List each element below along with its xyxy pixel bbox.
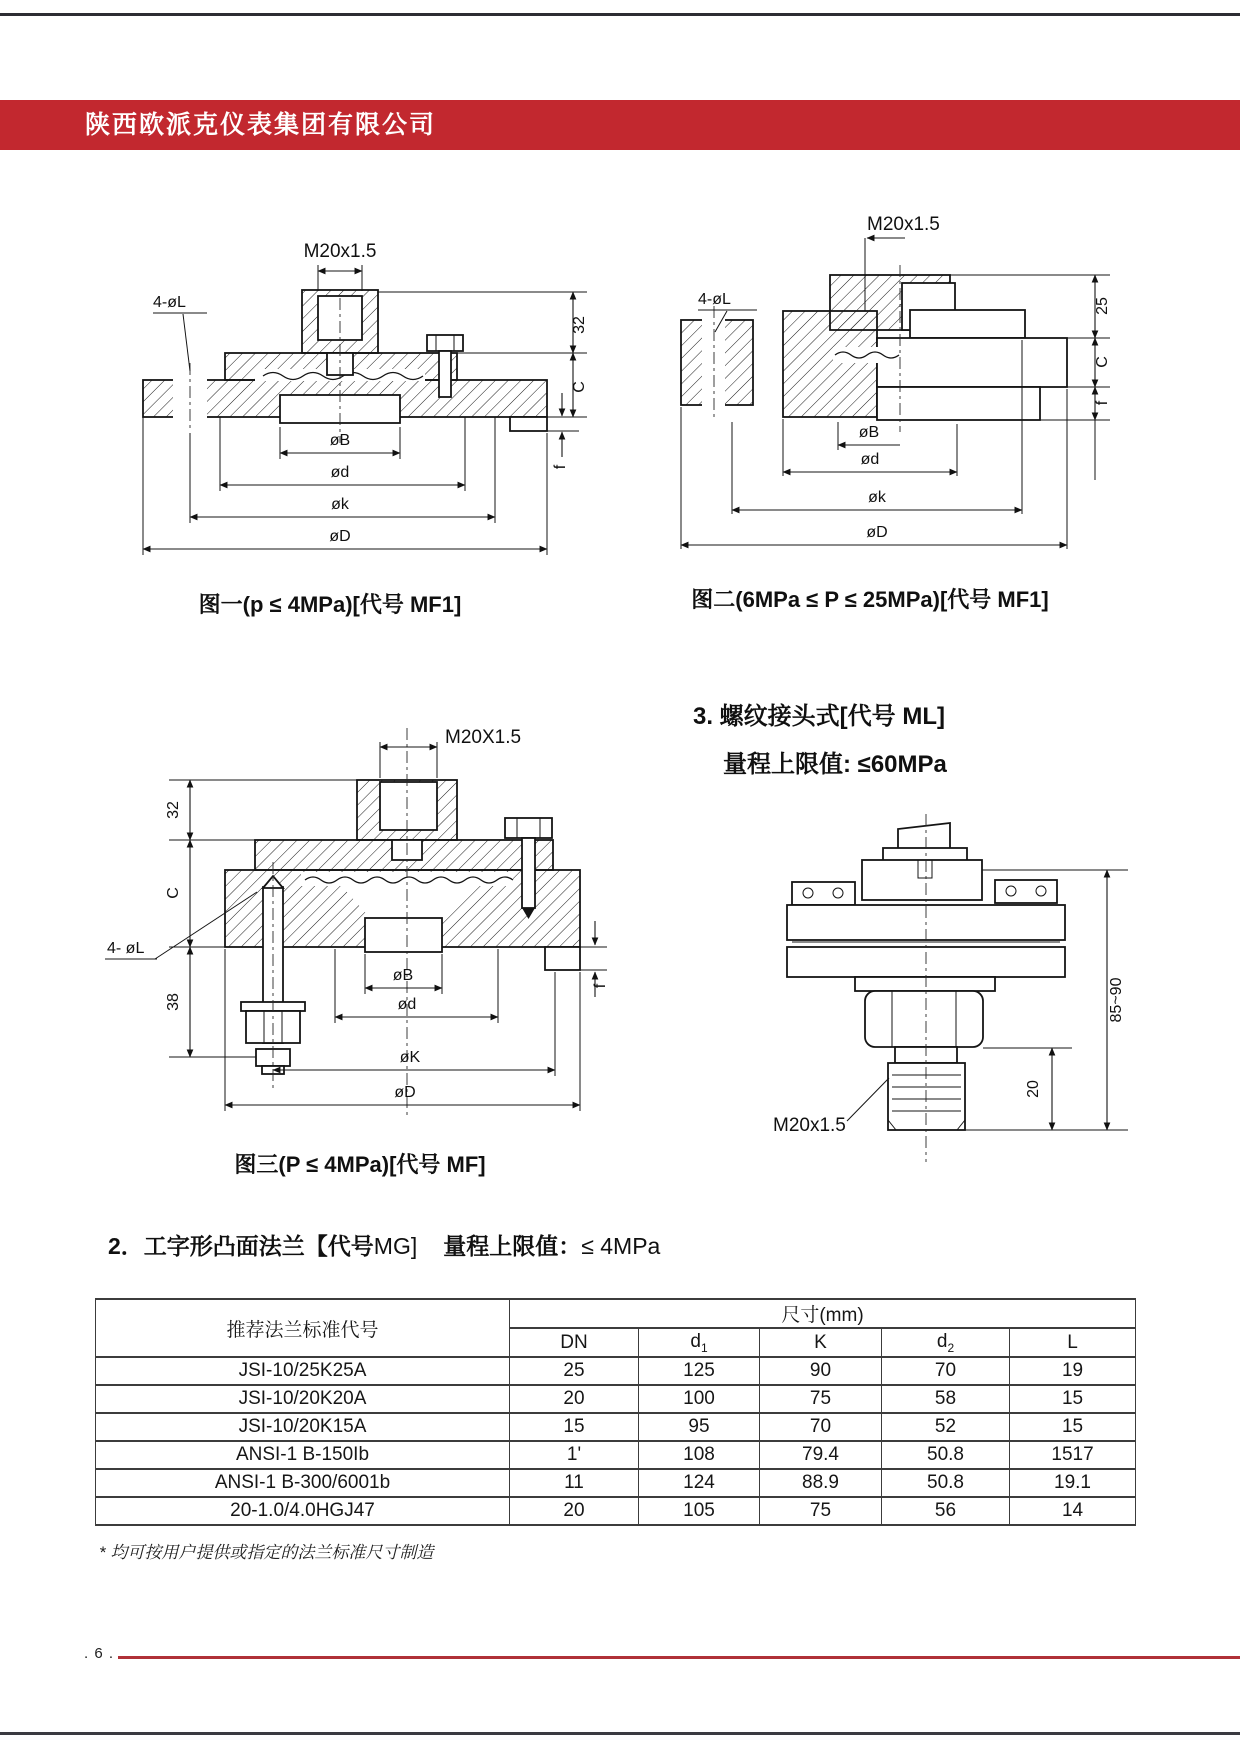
cell-d1: 124 xyxy=(639,1469,760,1497)
fig4-drawing xyxy=(680,790,1140,1170)
column-header-l: L xyxy=(1010,1328,1136,1357)
cell-k: 70 xyxy=(760,1413,882,1441)
fig2-dim-label-d: ød xyxy=(860,451,880,468)
fig3-holes-label: 4- øL xyxy=(107,940,145,957)
section-threaded-title: 3. 螺纹接头式[代号 ML] xyxy=(693,703,945,730)
fig3-caption: 图三(P ≤ 4MPa)[代号 MF] xyxy=(234,1152,486,1177)
fig1-dim-label-32: 32 xyxy=(571,316,588,334)
section-flange-code: MG] xyxy=(373,1233,418,1259)
cell-k: 79.4 xyxy=(760,1441,882,1469)
column-header-flange-code: 推荐法兰标准代号 xyxy=(96,1299,510,1357)
section-flange-range-label: 量程上限值： xyxy=(443,1233,582,1259)
cell-k: 88.9 xyxy=(760,1469,882,1497)
fig3-dim-label-D: øD xyxy=(394,1084,416,1101)
cell-k: 75 xyxy=(760,1385,882,1413)
cell-flange-code: JSI-10/20K20A xyxy=(96,1385,510,1413)
cell-dn: 20 xyxy=(510,1497,639,1525)
fig2-dim-label-D: øD xyxy=(866,524,888,541)
footer-red-rule xyxy=(118,1656,1240,1659)
fig1-dim-label-k: øk xyxy=(331,496,349,513)
fig1-holes-label: 4-øL xyxy=(153,294,186,311)
column-header-d1-sub: 1 xyxy=(700,1340,708,1355)
column-header-d2-sub: 2 xyxy=(947,1340,955,1355)
fig3-dim-label-f: f xyxy=(592,983,609,989)
fig1-dim-label-f: f xyxy=(552,464,569,470)
table-row xyxy=(96,1357,1136,1385)
fig1-dim-label-c: C xyxy=(571,381,588,393)
column-header-d1 xyxy=(639,1328,760,1357)
cell-d2: 70 xyxy=(882,1357,1010,1385)
fig3-drawing xyxy=(105,650,615,1130)
table-row xyxy=(96,1497,1136,1525)
fig2-dim-label-k: øk xyxy=(868,489,886,506)
cell-dn: 25 xyxy=(510,1357,639,1385)
cell-l: 19 xyxy=(1010,1357,1136,1385)
top-rule xyxy=(0,13,1240,16)
column-header-d2-base: d xyxy=(936,1330,948,1352)
bottom-rule xyxy=(0,1732,1240,1735)
table-row xyxy=(96,1469,1136,1497)
fig1-caption: 图一(p ≤ 4MPa)[代号 MF1] xyxy=(198,592,462,617)
fig2-holes-label: 4-øL xyxy=(698,291,731,308)
fig3-dim-label-38: 38 xyxy=(165,993,182,1011)
section-threaded xyxy=(693,696,947,779)
section-flange-range-value: ≤ 4MPa xyxy=(581,1233,661,1259)
cell-dn: 11 xyxy=(510,1469,639,1497)
column-header-k: K xyxy=(760,1328,882,1357)
fig2-caption: 图二(6MPa ≤ P ≤ 25MPa)[代号 MF1] xyxy=(691,587,1049,612)
cell-d2: 50.8 xyxy=(882,1441,1010,1469)
cell-d1: 125 xyxy=(639,1357,760,1385)
cell-flange-code: JSI-10/20K15A xyxy=(96,1413,510,1441)
fig2-dim-label-25: 25 xyxy=(1094,297,1111,315)
table-footnote: * 均可按用户提供或指定的法兰标准尺寸制造 xyxy=(99,1543,434,1562)
fig2-drawing xyxy=(605,180,1135,580)
cell-k: 75 xyxy=(760,1497,882,1525)
cell-d1: 95 xyxy=(639,1413,760,1441)
column-header-d1-base: d xyxy=(690,1330,701,1352)
fig2-thread-label: M20x1.5 xyxy=(867,214,940,235)
company-name: 陕西欧派克仪表集团有限公司 xyxy=(85,111,437,139)
fig1-drawing xyxy=(95,195,595,570)
cell-l: 19.1 xyxy=(1010,1469,1136,1497)
fig1-dim-label-b: øB xyxy=(329,432,351,449)
fig2-geometry xyxy=(681,238,1067,432)
fig3-dim-label-k: øK xyxy=(399,1049,421,1066)
cell-flange-code: JSI-10/25K25A xyxy=(96,1357,510,1385)
column-header-size-mm: 尺寸(mm) xyxy=(510,1299,1136,1328)
cell-l: 15 xyxy=(1010,1413,1136,1441)
cell-flange-code: ANSI-1 B-150Ib xyxy=(96,1441,510,1469)
column-header-dn: DN xyxy=(510,1328,639,1357)
table-row xyxy=(96,1441,1136,1469)
section-flange-heading xyxy=(108,1228,660,1261)
section-flange-num: 2． xyxy=(108,1233,144,1259)
fig3-dim-label-d: ød xyxy=(397,996,417,1013)
cell-d1: 100 xyxy=(639,1385,760,1413)
cell-l: 1517 xyxy=(1010,1441,1136,1469)
page-number: . 6 . xyxy=(84,1645,115,1662)
cell-d2: 58 xyxy=(882,1385,1010,1413)
cell-l: 15 xyxy=(1010,1385,1136,1413)
cell-d2: 52 xyxy=(882,1413,1010,1441)
fig1-dim-label-d: ød xyxy=(330,464,350,481)
fig3-thread-label: M20X1.5 xyxy=(445,727,522,748)
fig3-dim-label-c: C xyxy=(165,887,182,899)
fig4-thread-label: M20x1.5 xyxy=(773,1115,846,1136)
brand-bar xyxy=(0,100,1240,150)
fig3-dim-label-b: øB xyxy=(392,967,414,984)
fig1-dim-label-D: øD xyxy=(329,528,351,545)
cell-flange-code: 20-1.0/4.0HGJ47 xyxy=(96,1497,510,1525)
fig2-dim-label-b: øB xyxy=(858,424,880,441)
table-row xyxy=(96,1413,1136,1441)
cell-k: 90 xyxy=(760,1357,882,1385)
section-threaded-range: 量程上限值: ≤60MPa xyxy=(723,751,947,778)
cell-dn: 15 xyxy=(510,1413,639,1441)
table-row xyxy=(96,1385,1136,1413)
cell-dn: 1' xyxy=(510,1441,639,1469)
fig3-dim-label-32: 32 xyxy=(165,801,182,819)
cell-dn: 20 xyxy=(510,1385,639,1413)
cell-d1: 105 xyxy=(639,1497,760,1525)
cell-d2: 50.8 xyxy=(882,1469,1010,1497)
section-flange-title: 工字形凸面法兰【代号 xyxy=(143,1233,374,1259)
fig4-geometry xyxy=(787,814,1065,1162)
column-header-d2 xyxy=(882,1328,1010,1357)
cell-d1: 108 xyxy=(639,1441,760,1469)
fig1-thread-label: M20x1.5 xyxy=(303,241,377,262)
table-header-row-1 xyxy=(96,1299,1136,1328)
cell-d2: 56 xyxy=(882,1497,1010,1525)
cell-l: 14 xyxy=(1010,1497,1136,1525)
fig2-dim-label-f: f xyxy=(1094,400,1111,406)
flange-size-table xyxy=(95,1298,1136,1526)
fig4-dim-label-20: 20 xyxy=(1025,1080,1042,1098)
fig2-dim-label-c: C xyxy=(1094,356,1111,368)
cell-flange-code: ANSI-1 B-300/6001b xyxy=(96,1469,510,1497)
fig4-dim-label-height: 85~90 xyxy=(1108,977,1125,1023)
